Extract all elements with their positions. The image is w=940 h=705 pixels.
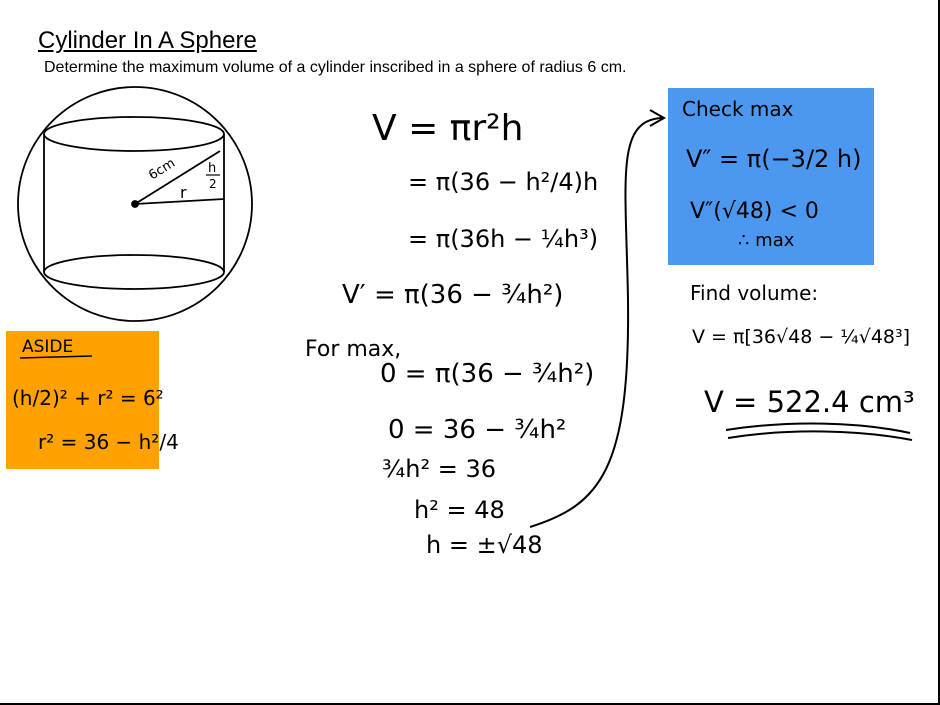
half-height-den: 2 bbox=[209, 177, 217, 191]
derivation-steps bbox=[305, 108, 598, 559]
check-max-line-3: ∴ max bbox=[738, 230, 795, 251]
check-max-line-1: V″ = π(−3/2 h) bbox=[686, 145, 862, 173]
derivation-line-9: h² = 48 bbox=[414, 496, 505, 524]
cylinder-top-ellipse bbox=[44, 117, 224, 151]
volume-line-1: V = π[36√48 − ¼√48³] bbox=[692, 326, 911, 348]
derivation-line-4: V′ = π(36 − ¾h²) bbox=[342, 280, 564, 310]
aside-line-2: r² = 36 − h²/4 bbox=[38, 430, 179, 454]
derivation-line-10: h = ±√48 bbox=[426, 531, 543, 559]
page-title: Cylinder In A Sphere bbox=[38, 27, 257, 54]
derivation-line-3: = π(36h − ¼h³) bbox=[408, 225, 599, 253]
aside-line-1: (h/2)² + r² = 6² bbox=[12, 386, 164, 410]
center-dot bbox=[132, 201, 138, 207]
derivation-line-2: = π(36 − h²/4)h bbox=[408, 168, 599, 196]
problem-statement: Determine the maximum volume of a cylinder inscribed in a sphere of radius 6 cm. bbox=[44, 59, 627, 76]
slant-label: 6cm bbox=[146, 155, 178, 184]
result-underline-2 bbox=[728, 431, 912, 440]
volume-result: V = 522.4 cm³ bbox=[704, 385, 915, 419]
aside-heading: ASIDE bbox=[22, 337, 74, 357]
cylinder-bottom-ellipse bbox=[44, 255, 224, 289]
slant-line bbox=[135, 151, 220, 204]
half-height-num: h bbox=[208, 161, 217, 176]
derivation-line-1: V = πr²h bbox=[372, 108, 524, 149]
radius-label: r bbox=[180, 183, 187, 202]
volume-heading: Find volume: bbox=[690, 281, 819, 305]
derivation-line-5: For max, bbox=[305, 337, 402, 362]
derivation-line-8: ¾h² = 36 bbox=[382, 455, 496, 483]
derivation-line-6: 0 = π(36 − ¾h²) bbox=[380, 359, 595, 389]
derivation-line-7: 0 = 36 − ¾h² bbox=[388, 415, 567, 445]
sphere-cylinder-diagram bbox=[18, 87, 252, 321]
check-max-heading: Check max bbox=[682, 97, 794, 121]
check-max-line-2: V″(√48) < 0 bbox=[690, 199, 819, 224]
